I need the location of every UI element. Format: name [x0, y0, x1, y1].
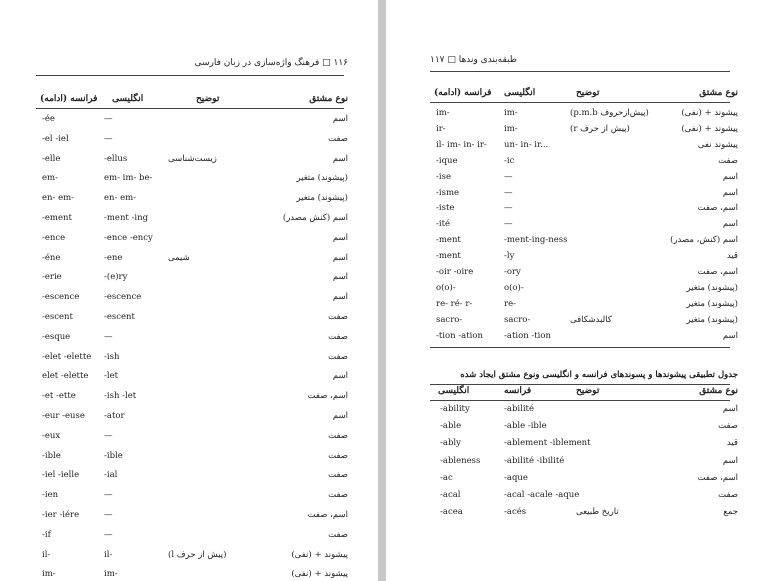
col-header-desc: توضیح [576, 88, 600, 98]
english-cell: -escence [104, 292, 142, 303]
english-cell: -ability [440, 404, 470, 414]
french-cell: o(o)- [436, 282, 456, 293]
english-cell: — [504, 203, 513, 214]
type-cell: پیشوند + (نفی) [681, 123, 738, 134]
english-cell: -ence -ency [104, 232, 153, 243]
type-cell: پیشوند + (نفی) [291, 549, 348, 560]
french-cell: re- ré- r- [436, 298, 473, 309]
french-cell: im- [42, 569, 56, 580]
french-cell: -erie [42, 272, 62, 283]
english-cell: -ible [104, 450, 123, 461]
type-cell: اسم [722, 404, 738, 414]
header-rule [430, 71, 730, 72]
type-cell: صفت [328, 450, 348, 461]
french-cell: -aque [504, 472, 528, 483]
type-cell: صفت [328, 430, 348, 441]
french-cell: -ment [436, 235, 461, 246]
type-cell: صفت [328, 529, 348, 540]
type-cell: اسم [332, 153, 348, 164]
french-cell: -tion -ation [436, 330, 483, 341]
english-cell: -ory [504, 267, 521, 277]
type-cell: (پیشوند) متغیر [296, 173, 348, 184]
desc-cell: (پیش از حرف r) [570, 123, 630, 134]
type-cell: اسم [722, 455, 738, 466]
french-cell: il- [42, 549, 51, 560]
french-cell: -acés [504, 507, 527, 518]
type-cell: اسم، صفت [307, 510, 348, 520]
table2-top-rule [430, 384, 730, 385]
english-cell: sacro- [504, 314, 531, 325]
french-cell: ir- [436, 123, 446, 134]
english-cell: im- [504, 108, 518, 118]
french-cell: -iste [436, 203, 455, 214]
english-cell: em- im- be- [104, 173, 153, 184]
english-cell: -ment -ing [104, 213, 149, 223]
table2-col-french: فرانسه [504, 386, 532, 396]
english-cell: — [104, 490, 113, 501]
table2-col-type: نوع مشتق [699, 386, 738, 396]
type-cell: اسم، صفت [697, 267, 738, 277]
french-cell: im- [436, 108, 450, 118]
type-cell: اسم [722, 171, 738, 182]
french-cell: -ien [42, 490, 59, 501]
french-cell: sacro- [436, 314, 463, 325]
french-cell: -if [42, 529, 51, 540]
table2-caption: جدول تطبیقی پیشوندها و پسوندهای فرانسه و انگلیسی ونوع مشتق ایجاد شده [460, 370, 738, 380]
col-header-english: انگلیسی [504, 88, 536, 98]
french-cell: il- im- in- ir- [436, 139, 487, 150]
french-cell: -ique [436, 155, 458, 166]
table2-header-rule [430, 400, 730, 401]
english-cell: re- [504, 298, 516, 309]
french-cell: -iel -ielle [42, 470, 80, 481]
french-cell: em- [42, 173, 58, 184]
english-cell: un- in- ir... [504, 139, 549, 150]
type-cell: صفت [328, 331, 348, 342]
table-rule [36, 108, 344, 109]
desc-cell: (پیش از حرف l) [168, 549, 227, 560]
col-header-desc: توضیح [196, 94, 220, 104]
french-cell: -ise [436, 171, 451, 182]
english-cell: — [504, 187, 513, 198]
table2-col-desc: توضیح [576, 386, 600, 396]
type-cell: (پیشوند) متغیر [686, 314, 738, 325]
desc-cell: شیمی [168, 252, 190, 263]
french-cell: -eur -euse [42, 411, 85, 421]
type-cell: اسم، صفت [697, 472, 738, 483]
english-cell: — [104, 114, 113, 124]
type-cell: (پیشوند) متغیر [686, 298, 738, 309]
english-cell: -ic [504, 155, 515, 166]
type-cell: اسم [722, 219, 738, 230]
english-cell: -ish [104, 351, 120, 362]
col-header-english: انگلیسی [112, 94, 144, 104]
french-cell: -ence [42, 232, 66, 243]
english-cell: im- [104, 569, 118, 580]
type-cell: اسم [332, 252, 348, 263]
french-cell: -able -ible [504, 421, 547, 432]
english-cell: -ation -tion [504, 330, 551, 341]
english-cell: -ator [104, 411, 125, 421]
type-cell: پیشوند + (نفی) [291, 569, 348, 580]
french-cell: en- em- [42, 193, 75, 204]
col-header-french: فرانسه (ادامه) [40, 94, 98, 104]
english-cell: — [104, 133, 113, 144]
type-cell: اسم [332, 272, 348, 283]
table-end-rule [430, 347, 730, 348]
english-cell: — [104, 331, 113, 342]
french-cell: -ement [42, 213, 72, 223]
english-cell: -ellus [104, 153, 128, 164]
french-cell: -isme [436, 187, 460, 198]
desc-cell: زیست‌شناسی [168, 153, 217, 164]
french-cell: -elet -elette [42, 351, 92, 362]
type-cell: صفت [718, 490, 738, 500]
english-cell: -ment-ing-ness [504, 235, 568, 246]
english-cell: -ableness [440, 455, 481, 466]
right-page-header: طبقه‌بندی وندها □ ۱۱۷ [430, 55, 517, 65]
type-cell: اسم، صفت [307, 391, 348, 402]
type-cell: صفت [328, 312, 348, 322]
type-cell: اسم، صفت [697, 203, 738, 214]
english-cell: — [504, 171, 513, 182]
col-header-french: فرانسه (ادامه) [434, 88, 492, 98]
type-cell: صفت [328, 351, 348, 362]
type-cell: صفت [718, 421, 738, 432]
english-cell: — [104, 510, 113, 520]
col-header-type: نوع مشتق [309, 94, 348, 104]
english-cell: -ene [104, 252, 123, 263]
english-cell: — [504, 219, 513, 230]
type-cell: اسم [722, 330, 738, 341]
header-rule [36, 75, 344, 76]
type-cell: جمع [723, 507, 738, 518]
type-cell: صفت [328, 133, 348, 144]
type-cell: اسم [722, 187, 738, 198]
french-cell: -ée [42, 114, 55, 124]
french-cell: -abilité [504, 404, 534, 414]
french-cell: -eux [42, 430, 61, 441]
french-cell: elet -elette [42, 371, 89, 382]
book-gutter [378, 0, 386, 581]
col-header-type: نوع مشتق [699, 88, 738, 98]
french-cell: -ablement -iblement [504, 438, 591, 449]
english-cell: -let [104, 371, 119, 382]
french-cell: -escence [42, 292, 80, 303]
english-cell: -acal [440, 490, 461, 500]
left-page-header: ۱۱۶ □ فرهنگ واژه‌سازی در زبان فارسی [194, 58, 348, 68]
type-cell: اسم [332, 292, 348, 303]
english-cell: -(e)ry [104, 272, 128, 283]
french-cell: -esque [42, 331, 71, 342]
desc-cell: تاریخ طبیعی [576, 507, 619, 518]
type-cell: صفت [718, 155, 738, 166]
french-cell: -ible [42, 450, 61, 461]
french-cell: -ment [436, 251, 461, 262]
french-cell: -oir -oire [436, 267, 474, 277]
type-cell: پیشوند + (نفی) [681, 108, 738, 118]
left-page [0, 0, 378, 581]
english-cell: -ial [104, 470, 118, 481]
table2-col-english: انگلیسی [438, 386, 470, 396]
english-cell: en- em- [104, 193, 137, 204]
type-cell: اسم [332, 371, 348, 382]
french-cell: -abilité -ibilité [504, 455, 565, 466]
type-cell: صفت [328, 490, 348, 501]
french-cell: -et -ette [42, 391, 76, 402]
english-cell: -ly [504, 251, 515, 262]
english-cell: im- [504, 123, 518, 134]
french-cell: -escent [42, 312, 73, 322]
right-page [386, 0, 768, 581]
type-cell: اسم (کنش، مصدر) [670, 235, 738, 246]
type-cell: قید [726, 438, 738, 449]
type-cell: صفت [328, 470, 348, 481]
table-rule [430, 102, 730, 103]
french-cell: -el -iel [42, 133, 69, 144]
type-cell: پیشوند نفی [697, 139, 738, 150]
french-cell: -éne [42, 252, 61, 263]
english-cell: o(o)- [504, 282, 524, 293]
type-cell: اسم [332, 232, 348, 243]
type-cell: (پیشوند) متغیر [686, 282, 738, 293]
english-cell: -ably [440, 438, 461, 449]
english-cell: il- [104, 549, 113, 560]
french-cell: -acal -acale -aque [504, 490, 580, 500]
type-cell: اسم [332, 411, 348, 421]
type-cell: (پیشوند) متغیر [296, 193, 348, 204]
english-cell: -acea [440, 507, 463, 518]
desc-cell: کالبدشکافی [570, 314, 612, 325]
english-cell: — [104, 430, 113, 441]
type-cell: اسم [332, 114, 348, 124]
french-cell: -elle [42, 153, 61, 164]
english-cell: — [104, 529, 113, 540]
english-cell: -escent [104, 312, 135, 322]
desc-cell: (پیش‌ازحروف p.m.b) [570, 108, 649, 118]
type-cell: اسم (کنش مصدر) [282, 213, 348, 223]
english-cell: -able [440, 421, 462, 432]
english-cell: -ac [440, 472, 453, 483]
french-cell: -ité [436, 219, 451, 230]
type-cell: قید [726, 251, 738, 262]
english-cell: -ish -let [104, 391, 137, 402]
french-cell: -ier -iére [42, 510, 80, 520]
